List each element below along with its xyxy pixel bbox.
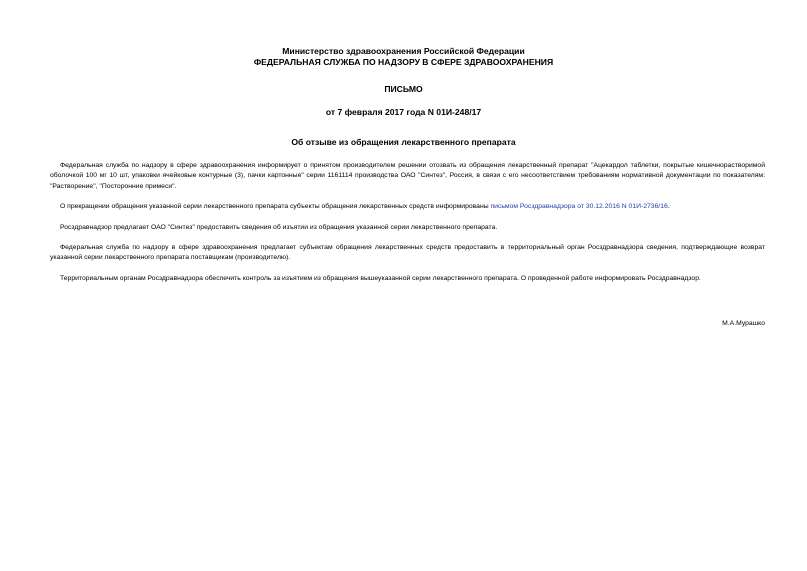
document-header — [50, 46, 757, 148]
paragraph-text: О прекращении обращения указанной серии лекарственного препарата субъекты обращения лекарственных средств информированы — [60, 203, 491, 211]
paragraph-territorial-control: Территориальным органам Росздравнадзора обеспечить контроль за изъятием из обращения вышеуказанной серии лекарственного препарата. О проведенной работе информировать Росздравнадзор. — [60, 274, 701, 282]
document-body — [50, 161, 765, 294]
paragraph-recall-notice: Федеральная служба по надзору в сфере здравоохранения информирует о принятом производителем решении отозвать из обращения лекарственный препарат "Ацекардол таблетки, покрытые кишечнорастворимой оболочкой 100 мг 10 шт, упаковки ячейковые контурные (3), пачки картонные" серии 1161114 производства ОАО "Синтез", Россия, в связи с его несоответствием требованиям нормативной документации по показателям: "Растворение", "Посторонние примеси". — [50, 162, 765, 190]
reference-letter-link[interactable]: письмом Росздравнадзора от 30.12.2016 N 01И-2736/16 — [490, 203, 668, 211]
ministry-name: Министерство здравоохранения Российской Федерации — [282, 46, 525, 56]
document-type: ПИСЬМО — [384, 84, 423, 94]
document-subject: Об отзыве из обращения лекарственного препарата — [291, 137, 516, 147]
document-date-number: от 7 февраля 2017 года N 01И-248/17 — [325, 106, 482, 117]
signature: М.А.Мурашко — [722, 320, 765, 327]
paragraph-circulation-stop — [50, 202, 765, 212]
paragraph-return-confirmation: Федеральная служба по надзору в сфере здравоохранения предлагает субъектам обращения лекарственных средств предоставить в территориальный орган Росздравнадзора сведения, подтверждающие возврат указанной серии лекарственного препарата поставщикам (производителю). — [50, 244, 765, 262]
paragraph-text: . — [667, 203, 670, 211]
service-name: ФЕДЕРАЛЬНАЯ СЛУЖБА ПО НАДЗОРУ В СФЕРЕ ЗДРАВООХРАНЕНИЯ — [253, 56, 554, 67]
paragraph-manufacturer-request: Росздравнадзор предлагает ОАО "Синтез" предоставить сведения об изъятии из обращения указанной серии лекарственного препарата. — [60, 223, 498, 231]
